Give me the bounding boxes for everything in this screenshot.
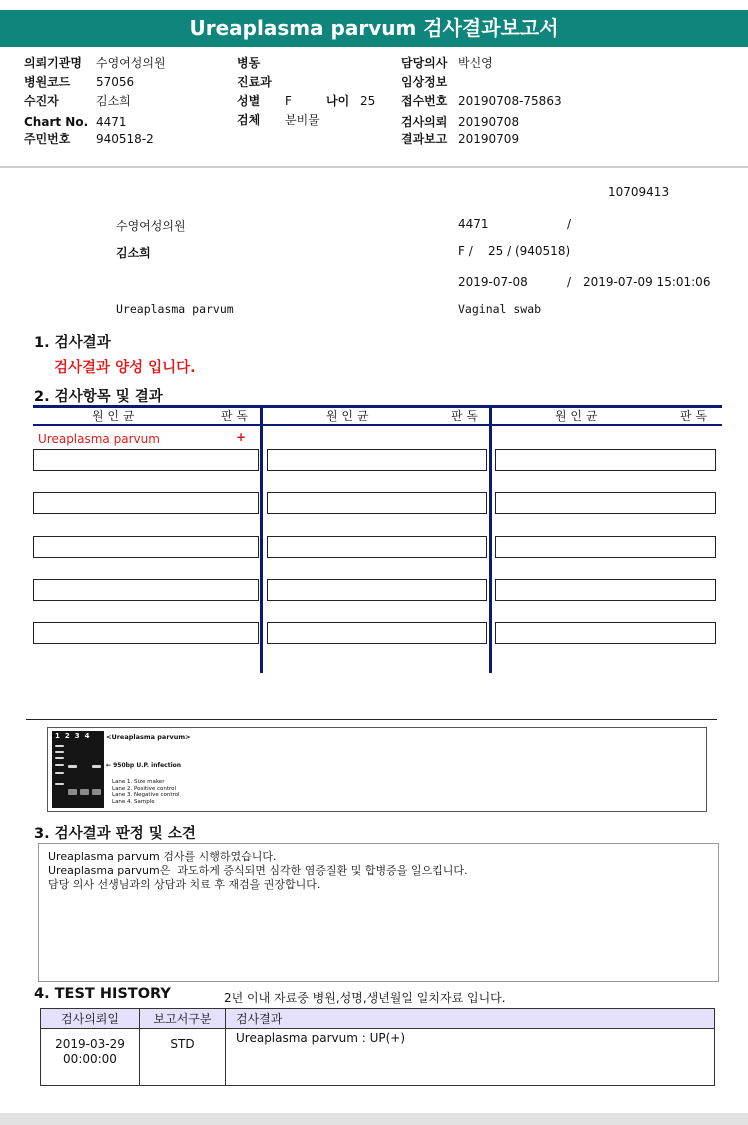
info-row-clinical-info [401, 73, 458, 92]
report-slash: / [567, 217, 572, 231]
section-3-heading: 3. 검사결과 판정 및 소견 [34, 826, 196, 842]
value: 김소희 [96, 94, 131, 108]
primer-band [68, 789, 77, 795]
history-note: 2년 이내 자료중 병원,성명,생년월일 일치자료 입니다. [224, 991, 506, 1005]
table-header-rule [33, 424, 722, 426]
lane-number: 3 [74, 732, 80, 740]
report-code: 10709413 [608, 185, 670, 199]
gel-legend-item: Lane 4. Sample [112, 798, 155, 805]
info-row-patient [24, 92, 131, 111]
lane-number: 4 [84, 732, 90, 740]
info-row-department [237, 73, 285, 92]
info-row-report-date [401, 130, 519, 149]
section-divider [26, 719, 717, 720]
info-row-hospital-code [24, 73, 134, 92]
primer-band [80, 789, 89, 795]
gel-title: <Ureaplasma parvum> [106, 733, 191, 741]
report-slash: / [567, 275, 572, 289]
gel-band-label: ← 950bp U.P. infection [106, 762, 182, 769]
value: 4471 [96, 115, 127, 129]
ladder-band [55, 783, 64, 785]
ladder-band [55, 772, 64, 774]
value: 25 [360, 94, 376, 108]
value: F [285, 94, 292, 108]
label: 접수번호 [401, 94, 448, 108]
section-1-heading: 1. 검사결과 [34, 335, 111, 351]
gel-legend-item: Lane 2. Positive control [112, 785, 177, 792]
comment-line: Ureaplasma parvum 검사를 시행하였습니다. [48, 850, 277, 863]
result-cell [495, 492, 716, 514]
result-cell [495, 579, 716, 601]
test-history-table [40, 1008, 715, 1086]
info-row-id-number [24, 130, 154, 149]
label: 검사의뢰 [401, 115, 448, 129]
result-cell [267, 492, 487, 514]
col-test-result: 검사결과 [226, 1009, 715, 1029]
col-header-organism: 원 인 균 [92, 409, 135, 423]
report-title: Ureaplasma parvum 검사결과보고서 [0, 10, 748, 47]
label: 검체 [237, 113, 261, 127]
table-row [41, 1029, 715, 1086]
positive-control-band [68, 765, 77, 768]
label: 의뢰기관명 [24, 56, 82, 70]
ladder-band [55, 745, 64, 747]
col-request-date: 검사의뢰일 [41, 1009, 140, 1029]
col-header-organism: 원 인 균 [555, 409, 598, 423]
col-header-judge: 판 독 [680, 409, 707, 423]
report-specimen: Vaginal swab [458, 302, 542, 316]
col-header-organism: 원 인 균 [326, 409, 369, 423]
ladder-band [55, 764, 64, 766]
lane-numbers [55, 732, 90, 740]
result-cell [33, 536, 259, 558]
value: 940518-2 [96, 132, 154, 146]
info-row-sex [237, 92, 292, 111]
result-cell [267, 622, 487, 644]
primer-band [92, 789, 101, 795]
result-cell [33, 449, 259, 471]
label: 수진자 [24, 94, 59, 108]
value: 분비물 [285, 113, 320, 127]
value: 20190708-75863 [458, 94, 562, 108]
result-cell [33, 492, 259, 514]
column-divider [489, 405, 492, 673]
result-cell [267, 536, 487, 558]
result-cell [495, 449, 716, 471]
label: 주민번호 [24, 132, 71, 146]
info-row-hospital [24, 54, 166, 73]
table-header-row [41, 1009, 715, 1029]
label: 나이 [326, 94, 350, 108]
col-header-judge: 판 독 [451, 409, 478, 423]
gel-legend-item: Lane 3. Negative control [112, 792, 180, 798]
history-type: STD [140, 1029, 226, 1086]
organism-result: + [236, 430, 247, 444]
report-sex-age: F / 25 / (940518) [458, 244, 571, 258]
value: 20190708 [458, 115, 520, 129]
result-cell [33, 622, 259, 644]
comment-line: 담당 의사 선생님과의 상담과 치료 후 재검을 권장합니다. [48, 878, 321, 891]
result-positive-text: 검사결과 양성 입니다. [54, 360, 196, 376]
lane-number: 2 [64, 732, 70, 740]
report-test-name: Ureaplasma parvum [116, 302, 234, 316]
info-row-age [326, 92, 375, 111]
info-row-doctor [401, 54, 493, 73]
result-cell [495, 622, 716, 644]
col-report-type: 보고서구분 [140, 1009, 226, 1029]
comment-box [38, 843, 719, 982]
sample-band [92, 765, 101, 768]
result-cell [267, 579, 487, 601]
gel-legend [112, 779, 180, 805]
label: 병원코드 [24, 75, 71, 89]
label: 진료과 [237, 75, 272, 89]
value: 57056 [96, 75, 135, 89]
report-chart-no: 4471 [458, 217, 489, 231]
lane-number: 1 [55, 732, 60, 740]
label: 담당의사 [401, 56, 448, 70]
ladder-band [55, 757, 64, 759]
info-row-receipt-no [401, 92, 562, 111]
label: 성별 [237, 94, 261, 108]
column-divider [260, 405, 263, 673]
section-2-heading: 2. 검사항목 및 결과 [34, 389, 163, 405]
label: 병동 [237, 56, 261, 70]
col-header-judge: 판 독 [221, 409, 248, 423]
organism-name: Ureaplasma parvum [38, 432, 160, 446]
history-date: 2019-03-29 [55, 1037, 125, 1051]
label: 결과보고 [401, 132, 448, 146]
info-row-specimen [237, 111, 320, 130]
history-result: Ureaplasma parvum : UP(+) [226, 1029, 715, 1086]
result-cell [33, 579, 259, 601]
report-patient: 김소희 [116, 246, 151, 260]
history-time: 00:00:00 [63, 1052, 117, 1066]
header-divider [0, 166, 748, 168]
info-row-ward [237, 54, 285, 73]
label: 임상정보 [401, 75, 448, 89]
report-reported-datetime: 2019-07-09 15:01:06 [583, 275, 711, 289]
gel-electrophoresis-image [52, 731, 104, 808]
history-date-cell [41, 1029, 140, 1086]
ladder-band [55, 751, 64, 753]
section-4-heading: 4. TEST HISTORY [34, 986, 171, 1002]
result-cell [495, 536, 716, 558]
table-top-rule [33, 405, 722, 408]
value: 20190709 [458, 132, 520, 146]
value: 박신영 [458, 56, 493, 70]
report-received-date: 2019-07-08 [458, 275, 528, 289]
value: 수영여성의원 [96, 56, 166, 70]
footer-bar [0, 1113, 748, 1125]
report-hospital: 수영여성의원 [116, 219, 186, 233]
result-cell [267, 449, 487, 471]
gel-legend-item: Lane 1. Size maker [112, 779, 165, 785]
label: Chart No. [24, 115, 89, 129]
comment-line: Ureaplasma parvum은 과도하게 증식되면 심각한 염증질환 및 합병증을 일으킵니다. [48, 864, 468, 877]
